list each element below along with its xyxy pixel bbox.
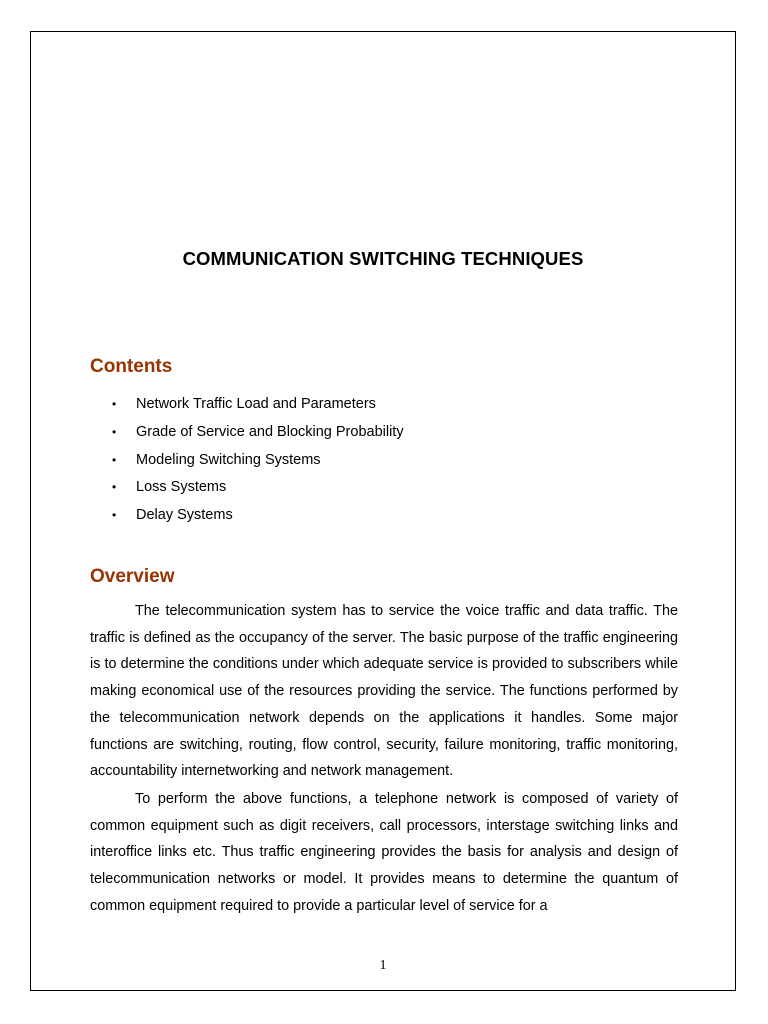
page-number: 1 (379, 958, 387, 973)
bullet-icon: • (112, 424, 117, 439)
list-item (90, 447, 404, 475)
bullet-icon: • (112, 480, 117, 495)
bullet-icon: • (112, 508, 117, 523)
list-item (90, 419, 404, 447)
list-item-label: Network Traffic Load and Parameters (136, 396, 376, 412)
list-item (90, 391, 404, 419)
list-item-label: Loss Systems (136, 479, 227, 496)
bullet-icon: • (112, 397, 117, 411)
overview-paragraph-1: The telecommunication system has to service the voice traffic and data traffic. The traffic is defined as the occupancy of the server. The basic purpose of the traffic engineering is to determine the conditions under which adequate service is provided to subscribers while making economical use of the resources providing the service. The functions performed by the telecommunication network depends on the applications it handles. Some major functions are switching, routing, flow control, security, failure monitoring, traffic monitoring, accountability internetworking and network management. (90, 603, 678, 780)
overview-heading: Overview (90, 566, 175, 587)
list-item (90, 502, 404, 530)
list-item-label: Delay Systems (136, 507, 233, 524)
list-item-label: Modeling Switching Systems (136, 451, 321, 468)
document-page (30, 31, 736, 991)
contents-heading: Contents (90, 356, 173, 377)
list-item (90, 474, 404, 502)
list-item-label: Grade of Service and Blocking Probability (136, 423, 404, 440)
document-title: COMMUNICATION SWITCHING TECHNIQUES (182, 248, 584, 269)
bullet-icon: • (112, 452, 117, 467)
overview-paragraph-2: To perform the above functions, a telephone network is composed of variety of common equipment such as digit receivers, call processors, interstage switching links and interoffice links etc. Thus traffic engineering provides the basis for analysis and design of telecommunication networks or model. It provides means to determine the quantum of common equipment required to provide a particular level of service for a (90, 791, 678, 914)
contents-list (90, 391, 404, 530)
